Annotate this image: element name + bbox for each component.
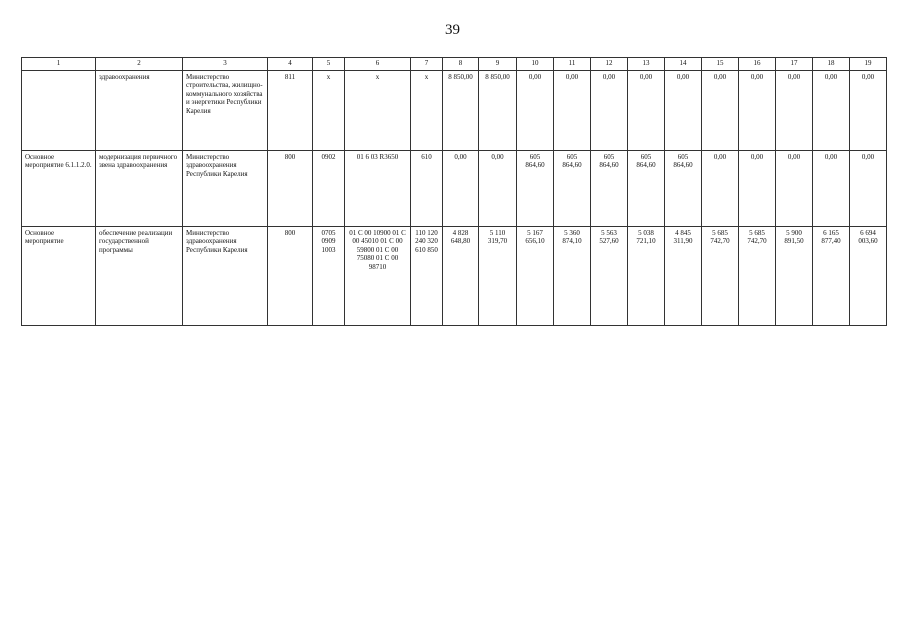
table-cell: 110 120 240 320 610 850 xyxy=(411,227,443,326)
table-cell: 605 864,60 xyxy=(591,151,628,227)
table-cell: 0,00 xyxy=(554,71,591,151)
table-cell: 0,00 xyxy=(665,71,702,151)
column-number: 4 xyxy=(268,58,313,71)
column-number: 6 xyxy=(345,58,411,71)
column-number: 5 xyxy=(313,58,345,71)
table-cell: x xyxy=(411,71,443,151)
table-cell: 0,00 xyxy=(443,151,479,227)
table-cell: 4 845 311,90 xyxy=(665,227,702,326)
table-cell: 0,00 xyxy=(813,151,850,227)
table-cell: модернизация первичного звена здравоохранения xyxy=(96,151,183,227)
table-cell: здравоохранения xyxy=(96,71,183,151)
table-cell: 8 850,00 xyxy=(443,71,479,151)
column-number: 9 xyxy=(479,58,517,71)
table-cell: 0902 xyxy=(313,151,345,227)
table-cell: Министерство строительства, жилищно-коммунального хозяйства и энергетики Республики Карелия xyxy=(183,71,268,151)
column-number: 11 xyxy=(554,58,591,71)
table-cell: 0705 0909 1003 xyxy=(313,227,345,326)
table-cell: 5 900 891,50 xyxy=(776,227,813,326)
table-cell: 5 685 742,70 xyxy=(702,227,739,326)
table-cell: 800 xyxy=(268,227,313,326)
column-number: 17 xyxy=(776,58,813,71)
budget-table xyxy=(21,57,887,326)
table-row xyxy=(22,227,887,326)
table-cell: Основное мероприятие 6.1.1.2.0. xyxy=(22,151,96,227)
table-cell: 0,00 xyxy=(776,151,813,227)
column-number: 2 xyxy=(96,58,183,71)
table-cell: 0,00 xyxy=(628,71,665,151)
table-cell: 610 xyxy=(411,151,443,227)
column-number: 12 xyxy=(591,58,628,71)
column-number: 8 xyxy=(443,58,479,71)
table-cell: 5 038 721,10 xyxy=(628,227,665,326)
table-cell: 0,00 xyxy=(776,71,813,151)
table-cell: x xyxy=(345,71,411,151)
column-number: 18 xyxy=(813,58,850,71)
column-number: 15 xyxy=(702,58,739,71)
table-cell: 0,00 xyxy=(813,71,850,151)
table-cell: 605 864,60 xyxy=(554,151,591,227)
table-cell: 8 850,00 xyxy=(479,71,517,151)
table-cell: 5 167 656,10 xyxy=(517,227,554,326)
table-cell xyxy=(22,71,96,151)
table-cell: 0,00 xyxy=(850,71,887,151)
table-cell: Министерство здравоохранения Республики Карелия xyxy=(183,227,268,326)
table-cell: 4 828 648,80 xyxy=(443,227,479,326)
column-number: 16 xyxy=(739,58,776,71)
table-cell: 0,00 xyxy=(702,151,739,227)
table-cell: Основное мероприятие xyxy=(22,227,96,326)
table-cell: 0,00 xyxy=(591,71,628,151)
table-cell: 605 864,60 xyxy=(517,151,554,227)
table-cell: 0,00 xyxy=(702,71,739,151)
column-number: 10 xyxy=(517,58,554,71)
table-cell: 605 864,60 xyxy=(665,151,702,227)
table-cell: 0,00 xyxy=(517,71,554,151)
table-cell: 6 165 877,40 xyxy=(813,227,850,326)
column-number: 1 xyxy=(22,58,96,71)
table-cell: 0,00 xyxy=(739,151,776,227)
table-cell: 5 685 742,70 xyxy=(739,227,776,326)
table-cell: 0,00 xyxy=(739,71,776,151)
column-number: 3 xyxy=(183,58,268,71)
table-cell: обеспечение реализации государственной программы xyxy=(96,227,183,326)
table-cell: 605 864,60 xyxy=(628,151,665,227)
table-cell: 800 xyxy=(268,151,313,227)
page-number: 39 xyxy=(445,22,460,38)
table-cell: 5 110 319,70 xyxy=(479,227,517,326)
column-number: 7 xyxy=(411,58,443,71)
table-cell: 0,00 xyxy=(850,151,887,227)
table-cell: x xyxy=(313,71,345,151)
table-cell: 5 360 874,10 xyxy=(554,227,591,326)
column-number: 14 xyxy=(665,58,702,71)
table-cell: 0,00 xyxy=(479,151,517,227)
column-number: 13 xyxy=(628,58,665,71)
column-number: 19 xyxy=(850,58,887,71)
table-row xyxy=(22,71,887,151)
table-row xyxy=(22,151,887,227)
table-cell: Министерство здравоохранения Республики Карелия xyxy=(183,151,268,227)
column-number-row xyxy=(22,58,887,71)
table-cell: 811 xyxy=(268,71,313,151)
table-cell: 01 6 03 R3650 xyxy=(345,151,411,227)
table-cell: 5 563 527,60 xyxy=(591,227,628,326)
table-cell: 01 С 00 10900 01 С 00 45010 01 С 00 59800 01 С 00 75080 01 С 00 98710 xyxy=(345,227,411,326)
table-cell: 6 694 003,60 xyxy=(850,227,887,326)
